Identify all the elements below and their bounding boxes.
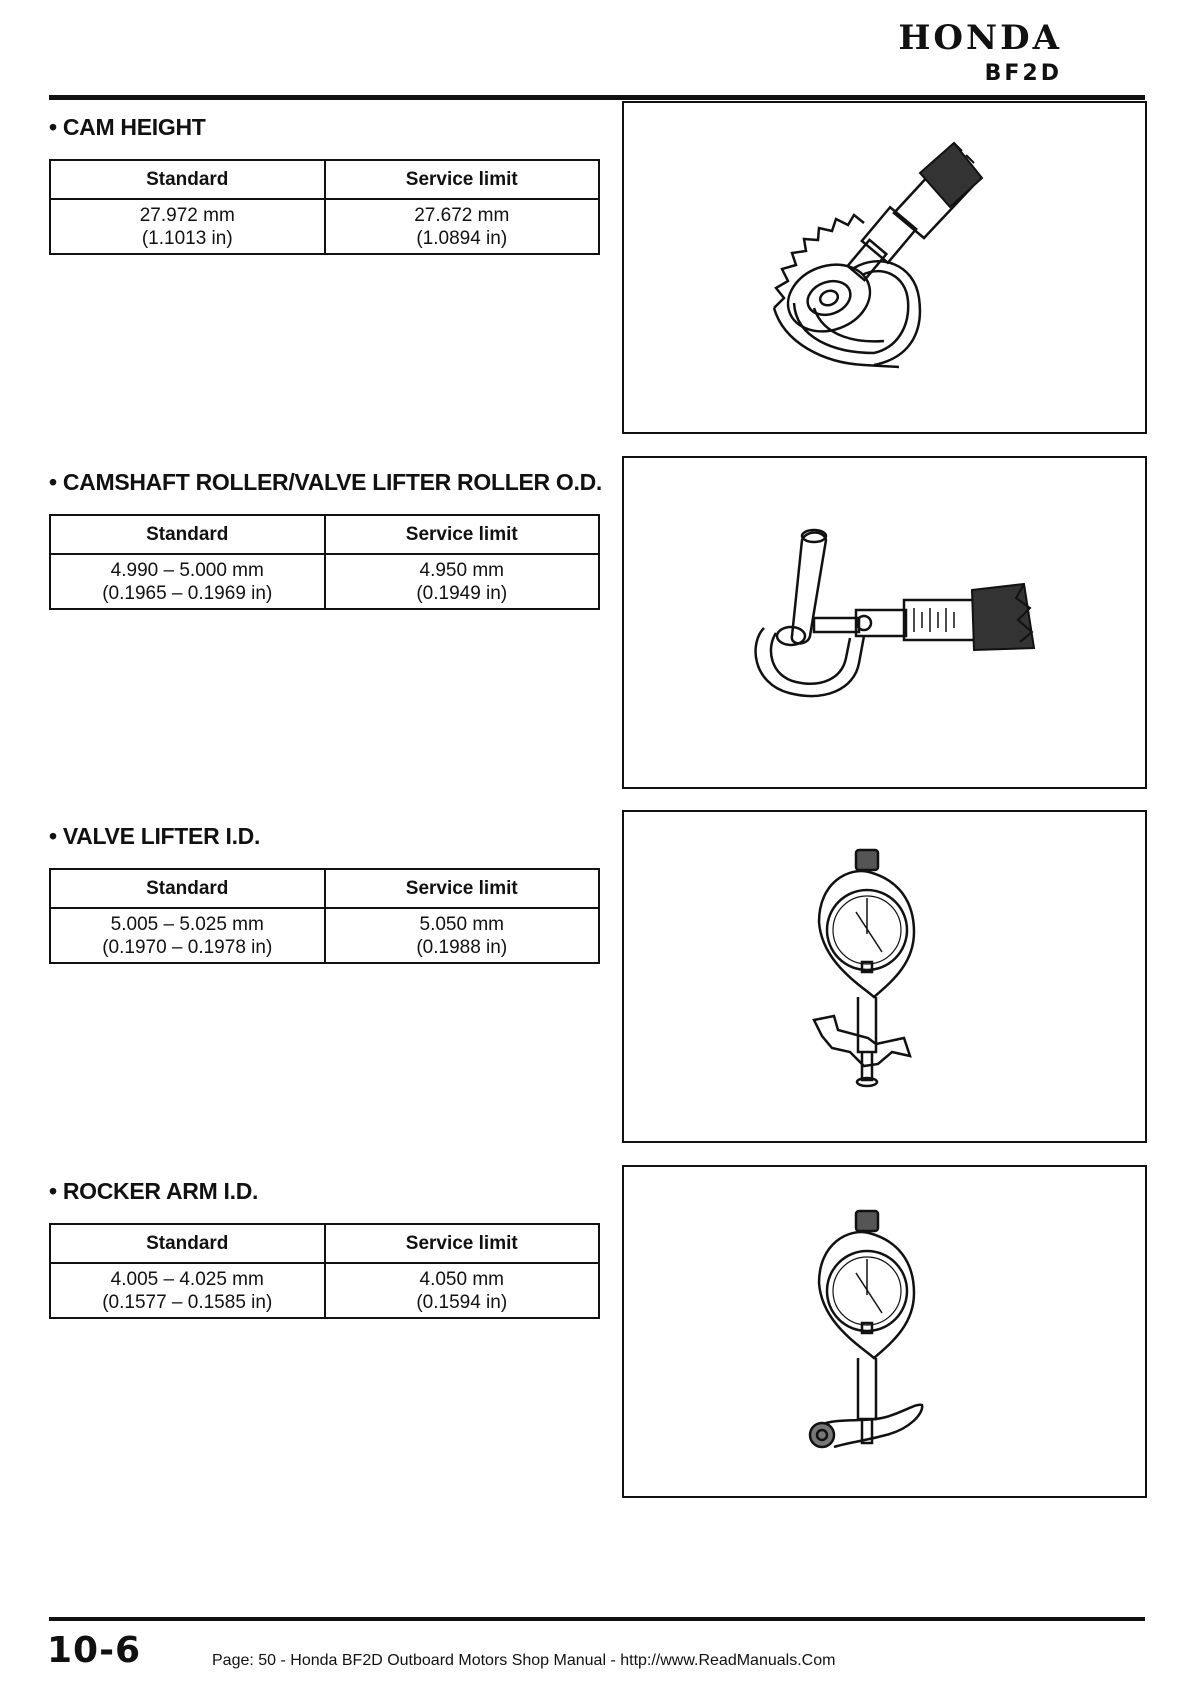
service-limit-value bbox=[325, 1263, 600, 1318]
limit-mm: 4.950 mm bbox=[419, 559, 504, 581]
figure-frame bbox=[622, 1165, 1147, 1498]
brand-logo: HONDA bbox=[898, 18, 1062, 58]
limit-in: (0.1949 in) bbox=[416, 582, 508, 604]
figure-frame bbox=[622, 101, 1147, 434]
spec-table bbox=[49, 868, 600, 964]
section-title: • ROCKER ARM I.D. bbox=[49, 1178, 259, 1204]
header-service-limit: Service limit bbox=[325, 515, 600, 554]
standard-in: (0.1577 – 0.1585 in) bbox=[102, 1291, 273, 1313]
standard-value bbox=[50, 199, 325, 254]
standard-value bbox=[50, 554, 325, 609]
section-title: • CAM HEIGHT bbox=[49, 114, 206, 140]
limit-in: (0.1988 in) bbox=[416, 936, 508, 958]
standard-mm: 4.990 – 5.000 mm bbox=[110, 559, 264, 581]
standard-value bbox=[50, 908, 325, 963]
service-limit-value bbox=[325, 908, 600, 963]
spec-table bbox=[49, 514, 600, 610]
limit-mm: 27.672 mm bbox=[414, 204, 510, 226]
micrometer-roller-illustration bbox=[624, 458, 1145, 787]
spec-table bbox=[49, 1223, 600, 1319]
standard-mm: 27.972 mm bbox=[139, 204, 235, 226]
brand-header bbox=[898, 20, 1062, 86]
bore-gauge-rocker-arm-illustration bbox=[624, 1167, 1145, 1496]
standard-in: (1.1013 in) bbox=[141, 227, 233, 249]
service-limit-value bbox=[325, 554, 600, 609]
micrometer-cam-gear-illustration bbox=[624, 103, 1145, 432]
header-standard: Standard bbox=[50, 160, 325, 199]
standard-mm: 5.005 – 5.025 mm bbox=[110, 913, 264, 935]
standard-in: (0.1970 – 0.1978 in) bbox=[102, 936, 273, 958]
limit-in: (1.0894 in) bbox=[416, 227, 508, 249]
limit-mm: 5.050 mm bbox=[419, 913, 504, 935]
footer-text: Page: 50 - Honda BF2D Outboard Motors Shop Manual - http://www.ReadManuals.Com bbox=[212, 1652, 836, 1669]
header-rule bbox=[49, 95, 1145, 100]
service-limit-value bbox=[325, 199, 600, 254]
limit-in: (0.1594 in) bbox=[416, 1291, 508, 1313]
header-standard: Standard bbox=[50, 869, 325, 908]
standard-mm: 4.005 – 4.025 mm bbox=[110, 1268, 264, 1290]
figure-frame bbox=[622, 810, 1147, 1143]
limit-mm: 4.050 mm bbox=[419, 1268, 504, 1290]
figure-frame bbox=[622, 456, 1147, 789]
section-title: • CAMSHAFT ROLLER/VALVE LIFTER ROLLER O.D. bbox=[49, 469, 602, 495]
header-service-limit: Service limit bbox=[325, 160, 600, 199]
header-standard: Standard bbox=[50, 515, 325, 554]
header-service-limit: Service limit bbox=[325, 869, 600, 908]
footer-rule bbox=[49, 1617, 1145, 1621]
standard-in: (0.1965 – 0.1969 in) bbox=[102, 582, 273, 604]
section-title: • VALVE LIFTER I.D. bbox=[49, 823, 261, 849]
model-name: BF2D bbox=[984, 61, 1062, 86]
standard-value bbox=[50, 1263, 325, 1318]
header-standard: Standard bbox=[50, 1224, 325, 1263]
page-number: 10-6 bbox=[47, 1630, 142, 1671]
bore-gauge-lifter-illustration bbox=[624, 812, 1145, 1141]
header-service-limit: Service limit bbox=[325, 1224, 600, 1263]
spec-table bbox=[49, 159, 600, 255]
